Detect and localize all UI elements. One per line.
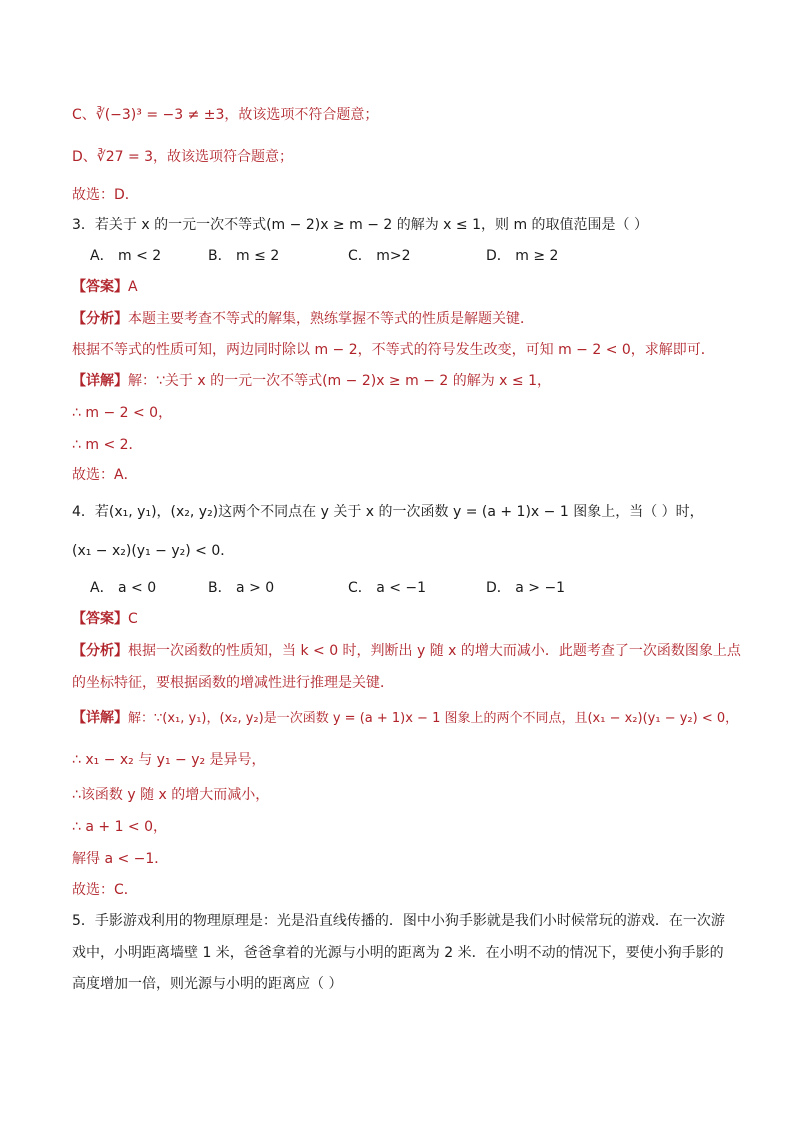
q4-option-b: B． a > 0	[208, 580, 275, 596]
q4-stem: 4．若(x₁, y₁)，(x₂, y₂)这两个不同点在 y 关于 x 的一次函数 y = (a + 1)x − 1 图象上，当（ ）时，	[72, 504, 704, 520]
detail-text: 解：∵关于 x 的一元一次不等式(m − 2)x ≥ m − 2 的解为 x ≤ 1，	[128, 373, 552, 389]
q3-step-2: ∴ m < 2．	[72, 437, 143, 453]
q3-answer-line	[72, 277, 138, 297]
option-c-line: C、∛(−3)³ = −3 ≠ ±3，故该选项不符合题意；	[72, 107, 379, 123]
q4-analysis-line-2: 的坐标特征，要根据函数的增减性进行推理是关键．	[72, 675, 394, 691]
detail-text: 解：∵(x₁, y₁)，(x₂, y₂)是一次函数 y = (a + 1)x − 1 图象上的两个不同点，且(x₁ − x₂)(y₁ − y₂) < 0，	[128, 711, 739, 726]
q3-analysis-line-2: 根据不等式的性质可知，两边同时除以 m − 2，不等式的符号发生改变，可知 m − 2 < 0，求解即可．	[72, 342, 715, 358]
q4-answer-line	[72, 609, 138, 629]
analysis-text: 本题主要考查不等式的解集，熟练掌握不等式的性质是解题关键．	[128, 311, 534, 327]
analysis-tag: 【分析】	[72, 311, 128, 327]
analysis-text: 根据一次函数的性质知，当 k < 0 时，判断出 y 随 x 的增大而减小．此题考查了一次函数图象上点	[128, 643, 741, 659]
q3-option-a: A． m < 2	[90, 248, 162, 264]
q3-option-b: B． m ≤ 2	[208, 248, 280, 264]
answer-value: A	[128, 279, 138, 295]
q3-step-1: ∴ m − 2 < 0，	[72, 405, 173, 421]
q4-option-d: D． a > −1	[486, 580, 566, 596]
answer-value: C	[128, 611, 138, 627]
analysis-tag: 【分析】	[72, 643, 128, 659]
q3-stem: 3．若关于 x 的一元一次不等式(m − 2)x ≥ m − 2 的解为 x ≤ 1，则 m 的取值范围是（ ）	[72, 217, 648, 233]
q4-option-a: A． a < 0	[90, 580, 157, 596]
q5-stem-2: 戏中，小明距离墙壁 1 米，爸爸拿着的光源与小明的距离为 2 米．在小明不动的情况下，要使小狗手影的	[72, 945, 724, 961]
q4-step-2: ∴该函数 y 随 x 的增大而减小，	[72, 787, 270, 803]
q4-stem-2: (x₁ − x₂)(y₁ − y₂) < 0．	[72, 543, 235, 559]
q4-analysis-line	[72, 641, 741, 661]
q5-stem-3: 高度增加一倍，则光源与小明的距离应（ ）	[72, 976, 343, 992]
q3-analysis-line	[72, 309, 534, 329]
q4-detail-line	[72, 708, 738, 729]
detail-tag: 【详解】	[72, 373, 128, 389]
q4-step-1: ∴ x₁ − x₂ 与 y₁ − y₂ 是异号，	[72, 752, 266, 768]
option-d-line: D、∛27 = 3，故该选项符合题意；	[72, 149, 294, 165]
q2-choose-line: 故选：D．	[72, 187, 139, 203]
q3-option-c: C． m>2	[348, 248, 411, 264]
q5-stem: 5．手影游戏利用的物理原理是：光是沿直线传播的．图中小狗手影就是我们小时候常玩的游戏．在一次游	[72, 913, 725, 929]
q3-detail-line	[72, 371, 551, 391]
q4-step-3: ∴ a + 1 < 0，	[72, 819, 168, 835]
answer-tag: 【答案】	[72, 611, 128, 627]
q4-choose-line: 故选：C．	[72, 882, 138, 898]
q4-step-4: 解得 a < −1．	[72, 851, 169, 867]
q3-option-d: D． m ≥ 2	[486, 248, 559, 264]
q4-option-c: C． a < −1	[348, 580, 427, 596]
answer-tag: 【答案】	[72, 279, 128, 295]
detail-tag: 【详解】	[72, 710, 128, 726]
q3-choose-line: 故选：A．	[72, 467, 138, 483]
